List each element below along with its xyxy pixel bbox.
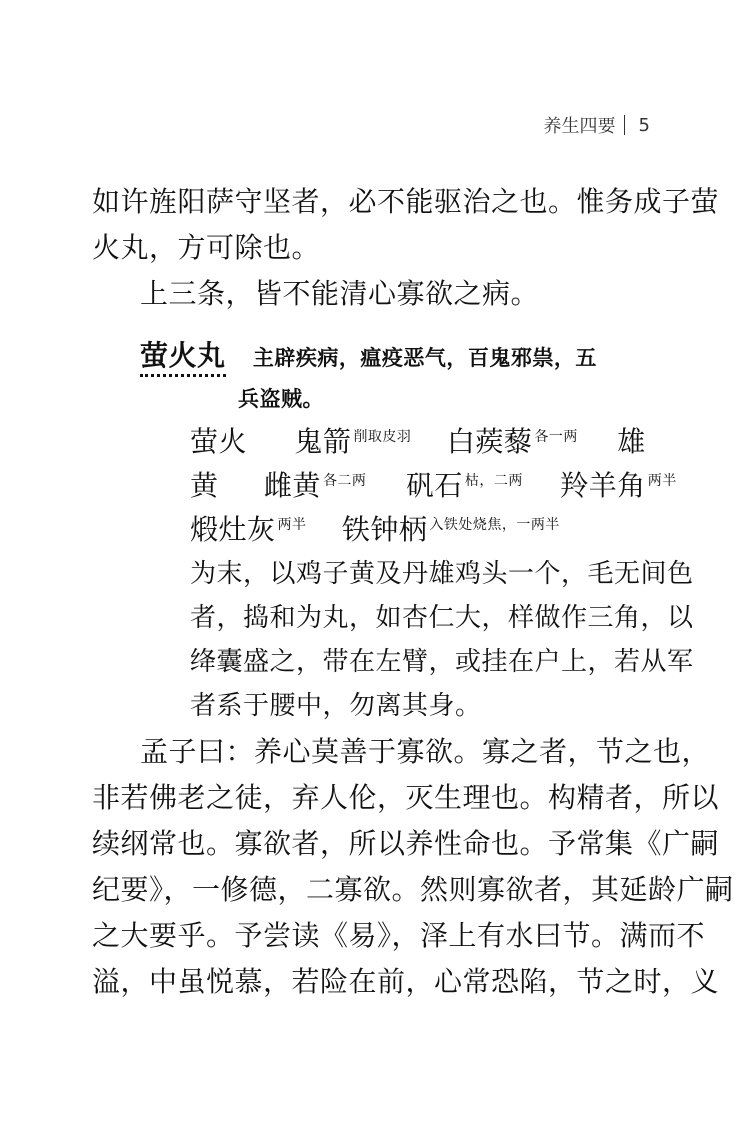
ingredient: 矾石 xyxy=(405,469,463,502)
page-number: 5 xyxy=(638,114,650,136)
header-divider xyxy=(624,115,625,135)
paragraph-line: 孟子曰：养心莫善于寡欲。寡之者，节之也， xyxy=(140,735,711,768)
ingredient-note: 各二两 xyxy=(322,473,367,489)
method-line: 为末，以鸡子黄及丹雄鸡头一个，毛无间色 xyxy=(190,559,694,589)
paragraph-line: 之大要乎。予尝读《易》，泽上有水曰节。满而不 xyxy=(92,919,706,952)
prescription-name: 萤火丸 xyxy=(140,339,226,377)
method-line: 者系于腰中，勿离其身。 xyxy=(190,691,482,721)
ingredient-note: 两半 xyxy=(277,517,307,533)
ingredient: 黄 xyxy=(190,469,219,502)
ingredient-note: 削取皮羽 xyxy=(353,429,412,445)
paragraph-line: 纪要》，一修德，二寡欲。然则寡欲者，其延龄广嗣 xyxy=(92,873,734,906)
paragraph-line: 非若佛老之徒，弃人伦，灭生理也。构精者，所以 xyxy=(92,781,720,814)
ingredient: 雄 xyxy=(617,425,646,458)
paragraph-line: 溢，中虽悦慕，若险在前，心常恐陷，节之时，义 xyxy=(92,965,720,998)
running-header xyxy=(544,112,650,138)
ingredient-row xyxy=(190,464,677,504)
ingredient: 煅灶灰 xyxy=(190,513,276,546)
prescription-indication-cont: 兵盗贼。 xyxy=(238,387,324,411)
ingredient-note: 各一两 xyxy=(534,429,578,445)
ingredient: 羚羊角 xyxy=(560,469,646,502)
paragraph-line: 如许旌阳萨守坚者，必不能驱治之也。惟务成子萤 xyxy=(92,185,720,218)
ingredient-note: 枯，二两 xyxy=(464,473,523,489)
ingredient-row xyxy=(190,420,646,460)
paragraph-line: 火丸，方可除也。 xyxy=(92,231,321,264)
section-title: 养生四要 xyxy=(543,116,616,137)
ingredient: 萤火 xyxy=(190,425,248,458)
summary-line: 上三条，皆不能清心寡欲之病。 xyxy=(140,277,540,310)
method-line: 者，捣和为丸，如杏仁大，样做作三角，以 xyxy=(190,603,694,633)
ingredient: 鬼箭 xyxy=(294,425,352,458)
ingredient: 雌黄 xyxy=(263,469,321,502)
paragraph-line: 续纲常也。寡欲者，所以养性命也。予常集《广嗣 xyxy=(92,827,720,860)
prescription-indication: 主辟疾病，瘟疫恶气，百鬼邪祟，五 xyxy=(252,346,597,370)
ingredient-row xyxy=(190,508,560,548)
prescription-header xyxy=(140,334,597,374)
method-line: 绛囊盛之，带在左臂，或挂在户上，若从军 xyxy=(190,647,694,677)
ingredient-note: 两半 xyxy=(647,473,677,489)
ingredient-note: 入铁处烧焦，一两半 xyxy=(429,517,560,533)
ingredient: 白蒺藜 xyxy=(446,425,533,458)
ingredient: 铁钟柄 xyxy=(341,513,428,546)
